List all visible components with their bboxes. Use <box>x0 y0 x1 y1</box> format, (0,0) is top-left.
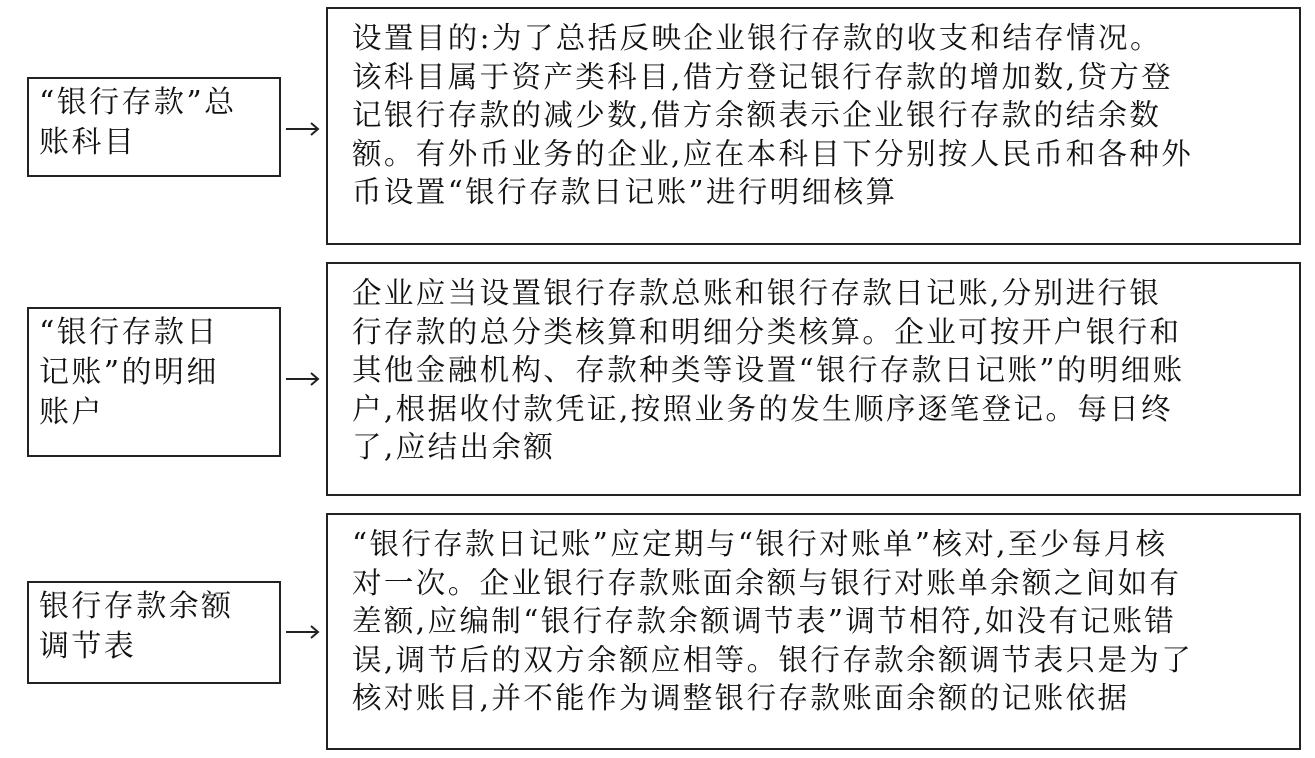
label-line: 记账”的明细 <box>39 355 219 390</box>
desc-line: 其他金融机构、存款种类等设置“银行存款日记账”的明细账 <box>352 353 1185 388</box>
desc-line: 设置目的:为了总括反映企业银行存款的收支和结存情况。 <box>352 21 1162 55</box>
label-line: 银行存款余额 <box>39 589 234 624</box>
account-label-box <box>27 307 281 457</box>
desc-line: 误,调节后的双方余额应相等。银行存款余额调节表只是为了 <box>352 642 1194 677</box>
arrow-icon <box>284 369 322 389</box>
label-line: “银行存款日 <box>39 315 219 350</box>
desc-line: 币设置“银行存款日记账”进行明细核算 <box>352 175 898 210</box>
arrow-icon <box>284 622 322 642</box>
desc-line: 额。有外币业务的企业,应在本科目下分别按人民币和各种外 <box>352 136 1194 171</box>
description-box <box>326 262 1301 496</box>
account-label-box <box>27 581 281 684</box>
desc-line: 行存款的总分类核算和明细分类核算。企业可按开户银行和 <box>352 314 1182 349</box>
desc-line: 核对账目,并不能作为调整银行存款账面余额的记账依据 <box>352 681 1130 716</box>
desc-line: 记银行存款的减少数,借方余额表示企业银行存款的结余数 <box>352 98 1162 133</box>
desc-line: 了,应结出余额 <box>352 430 556 465</box>
label-line: 调节表 <box>39 629 137 664</box>
desc-line: 户,根据收付款凭证,按照业务的发生顺序逐笔登记。每日终 <box>352 391 1174 426</box>
account-label-box <box>27 77 281 177</box>
label-line: 账科目 <box>39 125 137 160</box>
desc-line: “银行存款日记账”应定期与“银行对账单”核对,至少每月核 <box>352 527 1168 561</box>
arrow-icon <box>284 119 322 139</box>
desc-line: 企业应当设置银行存款总账和银行存款日记账,分别进行银 <box>352 276 1162 310</box>
description-box <box>326 513 1301 750</box>
desc-line: 该科目属于资产类科目,借方登记银行存款的增加数,贷方登 <box>352 59 1174 94</box>
desc-line: 对一次。企业银行存款账面余额与银行对账单余额之间如有 <box>352 565 1182 600</box>
label-line: “银行存款”总 <box>39 85 237 120</box>
label-line: 账户 <box>39 395 104 430</box>
description-box <box>326 7 1301 245</box>
desc-line: 差额,应编制“银行存款余额调节表”调节相符,如没有记账错 <box>352 604 1177 639</box>
